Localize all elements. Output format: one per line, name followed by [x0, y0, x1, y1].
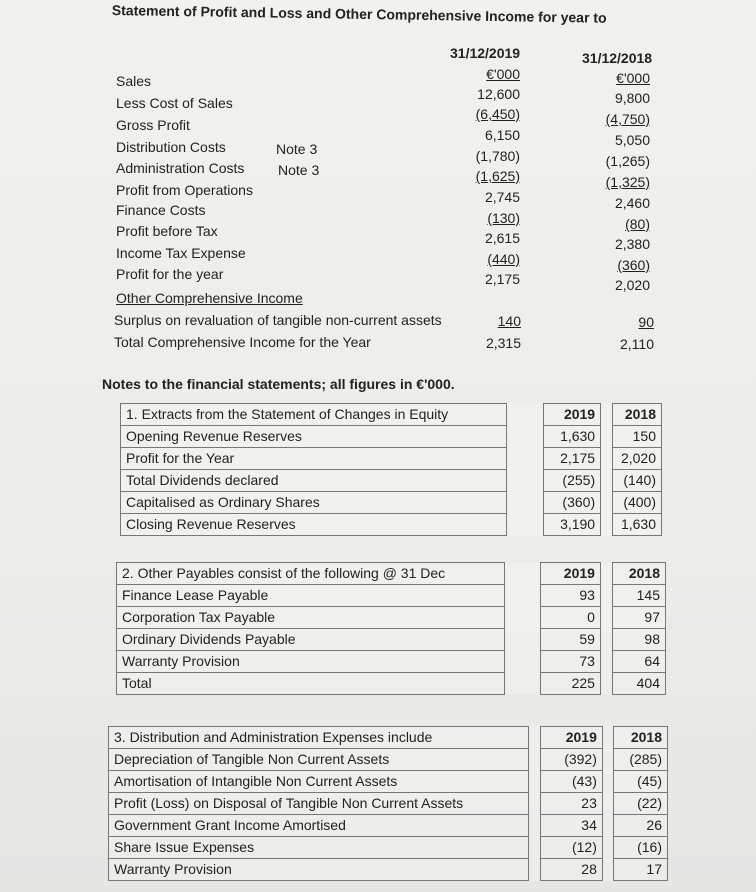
oci-surplus-2019: 140 — [497, 313, 521, 329]
gap-cell — [600, 585, 612, 607]
row-label: Total Dividends declared — [121, 470, 507, 492]
unit-2019: €'000 — [486, 66, 520, 82]
row-label-administration-costs: Administration Costs — [116, 160, 245, 176]
gap-cell — [600, 673, 612, 695]
row-value-2018: 150 — [612, 426, 661, 448]
oci-total-label: Total Comprehensive Income for the Year — [114, 334, 371, 350]
row-value-2019: 2,615 — [484, 230, 520, 246]
gap-cell — [507, 404, 543, 426]
gap-cell — [505, 607, 541, 629]
row-label: Share Issue Expenses — [109, 837, 529, 859]
row-value-2018: 145 — [612, 585, 665, 607]
row-value-2019: 23 — [540, 793, 602, 815]
row-label-income-tax-expense: Income Tax Expense — [116, 245, 246, 261]
gap-cell — [505, 673, 541, 695]
gap-cell — [600, 651, 612, 673]
row-note-ref: Note 3 — [276, 141, 318, 157]
row-value-2019: 93 — [541, 585, 601, 607]
row-value-2019: 59 — [541, 629, 601, 651]
gap-cell — [528, 771, 540, 793]
row-value-2018: (16) — [614, 837, 668, 859]
row-label-finance-costs: Finance Costs — [116, 202, 206, 218]
row-value-2019: (392) — [540, 749, 602, 771]
gap-cell — [601, 492, 613, 514]
col-header-2019: 31/12/2019 — [450, 45, 521, 61]
row-value-2018: 1,630 — [612, 514, 661, 536]
gap-cell — [507, 492, 543, 514]
row-label-distribution-costs: Distribution Costs — [116, 139, 226, 155]
gap-cell — [528, 859, 540, 881]
row-label: Ordinary Dividends Payable — [117, 629, 505, 651]
row-note-ref: Note 3 — [278, 162, 320, 178]
row-value-2018: (22) — [614, 793, 668, 815]
row-value-2019: (440) — [487, 251, 520, 267]
row-label: Profit for the Year — [121, 448, 507, 470]
row-value-2018: (4,750) — [605, 111, 650, 127]
table-row — [117, 629, 666, 651]
gap-cell — [602, 793, 613, 815]
gap-cell — [600, 607, 612, 629]
gap-cell — [600, 629, 612, 651]
note-1-header-2019: 2019 — [543, 404, 601, 426]
row-label-cost-of-sales: Less Cost of Sales — [116, 95, 233, 111]
row-value-2019: (6,450) — [475, 106, 520, 122]
gap-cell — [601, 470, 613, 492]
gap-cell — [528, 793, 540, 815]
note-2-heading: 2. Other Payables consist of the following @ 31 Dec — [117, 563, 505, 585]
table-row — [109, 793, 668, 815]
row-label-profit-from-operations: Profit from Operations — [116, 182, 253, 198]
row-label: Capitalised as Ordinary Shares — [121, 492, 507, 514]
row-value-2018: 2,380 — [614, 236, 650, 252]
gap-cell — [602, 837, 613, 859]
gap-cell — [528, 727, 540, 749]
table-row — [121, 514, 662, 536]
row-value-2019: 28 — [540, 859, 602, 881]
row-value-2018: 26 — [614, 815, 668, 837]
gap-cell — [505, 629, 541, 651]
note-3-table — [108, 726, 668, 881]
row-label: Corporation Tax Payable — [117, 607, 505, 629]
gap-cell — [601, 426, 613, 448]
gap-cell — [602, 771, 613, 793]
table-row — [109, 837, 668, 859]
note-3-header-2018: 2018 — [614, 727, 668, 749]
table-row — [121, 448, 662, 470]
row-value-2019: 2,745 — [484, 189, 520, 205]
row-value-2018: 9,800 — [614, 90, 650, 106]
gap-cell — [528, 749, 540, 771]
row-label: Amortisation of Intangible Non Current Assets — [109, 771, 529, 793]
gap-cell — [507, 448, 543, 470]
row-label: Depreciation of Tangible Non Current Assets — [109, 749, 529, 771]
row-value-2018: 17 — [614, 859, 668, 881]
note-1-table — [120, 403, 662, 536]
row-value-2019: (360) — [543, 492, 601, 514]
note-2-header-2018: 2018 — [612, 563, 665, 585]
notes-title: Notes to the financial statements; all figures in €'000. — [102, 376, 455, 392]
gap-cell — [507, 470, 543, 492]
oci-surplus-2018: 90 — [638, 314, 654, 330]
gap-cell — [505, 651, 541, 673]
table-row — [121, 470, 662, 492]
row-label-profit-before-tax: Profit before Tax — [116, 223, 218, 239]
table-row — [117, 651, 666, 673]
table-row — [117, 563, 666, 585]
row-value-2019: 3,190 — [543, 514, 601, 536]
row-value-2018: (400) — [612, 492, 661, 514]
row-label-sales: Sales — [116, 73, 152, 89]
gap-cell — [601, 448, 613, 470]
table-row — [117, 607, 666, 629]
row-value-2019: 1,630 — [543, 426, 601, 448]
note-1-heading: 1. Extracts from the Statement of Changes in Equity — [121, 404, 507, 426]
row-value-2019: 225 — [541, 673, 601, 695]
gap-cell — [602, 727, 613, 749]
row-label: Warranty Provision — [109, 859, 529, 881]
table-row — [117, 585, 666, 607]
gap-cell — [528, 837, 540, 859]
gap-cell — [602, 859, 613, 881]
row-value-2018: 98 — [612, 629, 665, 651]
col-header-2018: 31/12/2018 — [582, 50, 653, 66]
note-3-heading: 3. Distribution and Administration Expenses include — [109, 727, 529, 749]
table-row — [121, 426, 662, 448]
gap-cell — [602, 749, 613, 771]
gap-cell — [505, 585, 541, 607]
table-row — [109, 771, 668, 793]
row-value-2019: (43) — [540, 771, 602, 793]
row-value-2018: (45) — [614, 771, 668, 793]
row-label-profit-for-year: Profit for the year — [116, 266, 224, 282]
row-value-2018: 2,020 — [614, 277, 650, 293]
row-value-2018: 404 — [612, 673, 665, 695]
row-value-2018: (360) — [617, 257, 650, 273]
row-label: Opening Revenue Reserves — [121, 426, 507, 448]
table-row — [109, 749, 668, 771]
row-value-2019: (12) — [540, 837, 602, 859]
row-label-gross-profit: Gross Profit — [116, 117, 190, 133]
gap-cell — [505, 563, 541, 585]
row-value-2019: 2,175 — [484, 271, 520, 287]
table-row — [117, 673, 666, 695]
row-value-2018: 5,050 — [614, 132, 650, 148]
oci-total-2019: 2,315 — [485, 335, 521, 351]
note-3-header-2019: 2019 — [540, 727, 602, 749]
row-value-2018: 64 — [612, 651, 665, 673]
row-value-2019: (130) — [487, 210, 520, 226]
row-value-2019: 34 — [540, 815, 602, 837]
gap-cell — [507, 514, 543, 536]
note-2-table — [116, 562, 666, 695]
table-row — [109, 859, 668, 881]
row-label: Closing Revenue Reserves — [121, 514, 507, 536]
row-value-2019: 2,175 — [543, 448, 601, 470]
note-2-header-2019: 2019 — [541, 563, 601, 585]
row-value-2018: 2,460 — [614, 195, 650, 211]
row-value-2019: 0 — [541, 607, 601, 629]
table-row — [121, 492, 662, 514]
gap-cell — [601, 404, 613, 426]
row-label: Total — [117, 673, 505, 695]
row-value-2019: (255) — [543, 470, 601, 492]
gap-cell — [528, 815, 540, 837]
row-value-2018: (1,325) — [605, 174, 650, 190]
unit-2018: €'000 — [616, 70, 650, 86]
row-value-2019: 73 — [541, 651, 601, 673]
row-label: Warranty Provision — [117, 651, 505, 673]
row-value-2018: (1,265) — [605, 153, 650, 169]
table-row — [121, 404, 662, 426]
oci-total-2018: 2,110 — [620, 336, 654, 352]
statement-title: Statement of Profit and Loss and Other Comprehensive Income for year to — [111, 2, 607, 26]
note-1-header-2018: 2018 — [612, 404, 661, 426]
oci-surplus-label: Surplus on revaluation of tangible non-current assets — [114, 312, 442, 328]
gap-cell — [600, 563, 612, 585]
row-value-2018: 97 — [612, 607, 665, 629]
row-label: Profit (Loss) on Disposal of Tangible Non Current Assets — [109, 793, 529, 815]
oci-heading: Other Comprehensive Income — [116, 290, 303, 306]
row-value-2018: (80) — [625, 216, 650, 232]
table-row — [109, 815, 668, 837]
row-label: Finance Lease Payable — [117, 585, 505, 607]
row-value-2019: (1,780) — [475, 148, 520, 164]
gap-cell — [507, 426, 543, 448]
row-value-2018: (285) — [614, 749, 668, 771]
gap-cell — [602, 815, 613, 837]
gap-cell — [601, 514, 613, 536]
row-value-2018: (140) — [612, 470, 661, 492]
row-label: Government Grant Income Amortised — [109, 815, 529, 837]
row-value-2019: 12,600 — [477, 86, 520, 102]
row-value-2018: 2,020 — [612, 448, 661, 470]
row-value-2019: (1,625) — [475, 168, 520, 184]
table-row — [109, 727, 668, 749]
row-value-2019: 6,150 — [484, 127, 520, 143]
